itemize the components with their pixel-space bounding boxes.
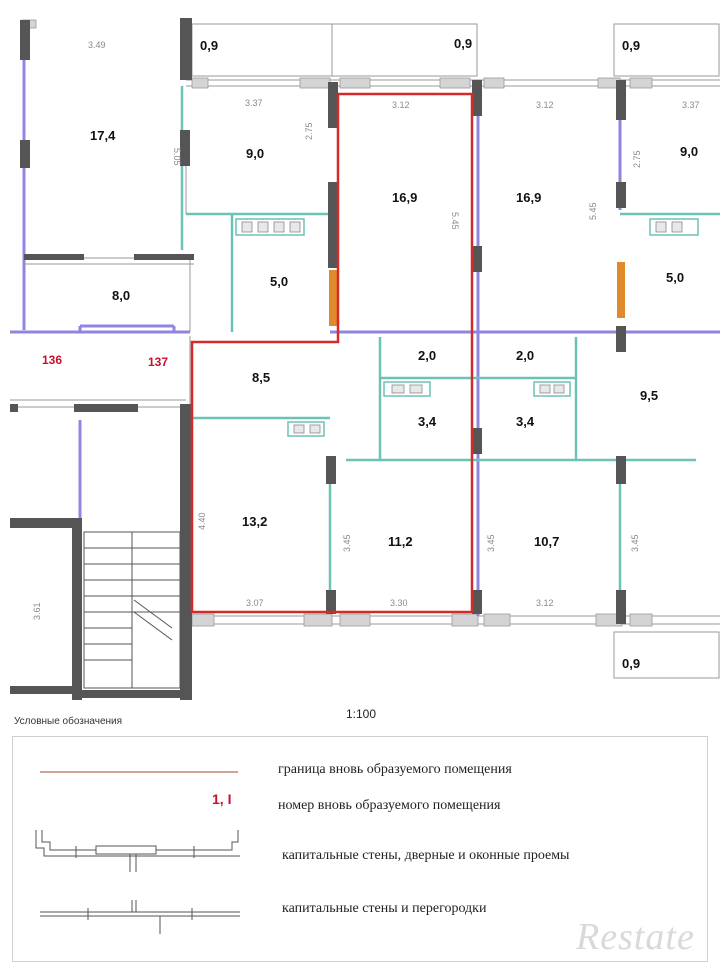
room-area-label: 2,0 [516, 348, 535, 363]
room-area-label: 9,5 [640, 388, 659, 403]
room-area-label: 17,4 [90, 128, 116, 143]
dim-label: 5.45 [588, 202, 598, 220]
room-area-label: 5,0 [270, 274, 289, 289]
dim-label: 3.45 [630, 534, 640, 552]
room-area-label: 5,0 [666, 270, 685, 285]
dim-label: 3.37 [245, 98, 263, 108]
room-area-label: 9,0 [680, 144, 699, 159]
dim-label: 3.37 [682, 100, 700, 110]
room-area-label: 8,0 [112, 288, 131, 303]
room-area-label: 13,2 [242, 514, 268, 529]
dim-label: 3.12 [392, 100, 410, 110]
window-units [236, 219, 698, 436]
dim-label: 3.45 [486, 534, 496, 552]
thin-walls [24, 130, 194, 410]
room-area-label: 10,7 [534, 534, 560, 549]
legend-capital-wall-symbol [36, 830, 240, 872]
room-area-label: 0,9 [200, 38, 219, 53]
room-area-label: 8,5 [252, 370, 271, 385]
dim-label: 3.30 [390, 598, 408, 608]
legend-title: Условные обозначения [14, 716, 123, 727]
dim-label: 5.05 [172, 148, 182, 166]
restate-watermark: Restate [576, 916, 695, 958]
room-number: 136 [42, 353, 63, 367]
legend-item-capital-walls-openings: капитальные стены, дверные и оконные проемы [282, 848, 570, 863]
dim-label: 5.45 [450, 212, 460, 230]
dim-label: 3.45 [342, 534, 352, 552]
room-area-label: 11,2 [388, 534, 413, 549]
room-area-label: 0,9 [622, 656, 641, 671]
staircase [84, 532, 180, 688]
room-area-label: 16,9 [516, 190, 542, 205]
dim-label: 3.49 [88, 40, 106, 50]
dim-label: 3.12 [536, 100, 554, 110]
legend-item-capital-walls-partitions: капитальные стены и перегородки [282, 901, 487, 916]
legend-partition-symbol [40, 900, 240, 934]
legend-item-room-number: номер вновь образуемого помещения [278, 798, 501, 813]
dim-label: 2.75 [304, 122, 314, 140]
dim-label: 3.07 [246, 598, 264, 608]
window-walls [10, 22, 720, 616]
legend-item-boundary: граница вновь образуемого помещения [278, 762, 512, 777]
room-area-label: 3,4 [516, 414, 535, 429]
dim-label: 3.12 [536, 598, 554, 608]
legend-room-number-symbol: 1, I [212, 791, 232, 807]
scale-label: 1:100 [346, 707, 377, 721]
room-area-label: 2,0 [418, 348, 437, 363]
dim-label: 2.75 [632, 150, 642, 168]
room-area-label: 0,9 [622, 38, 641, 53]
room-number: 137 [148, 355, 169, 369]
room-area-label: 0,9 [454, 36, 473, 51]
room-area-label: 3,4 [418, 414, 437, 429]
room-area-label: 9,0 [246, 146, 265, 161]
room-area-label: 16,9 [392, 190, 418, 205]
dim-label: 3.61 [32, 602, 42, 620]
dim-label: 4.40 [197, 512, 207, 530]
